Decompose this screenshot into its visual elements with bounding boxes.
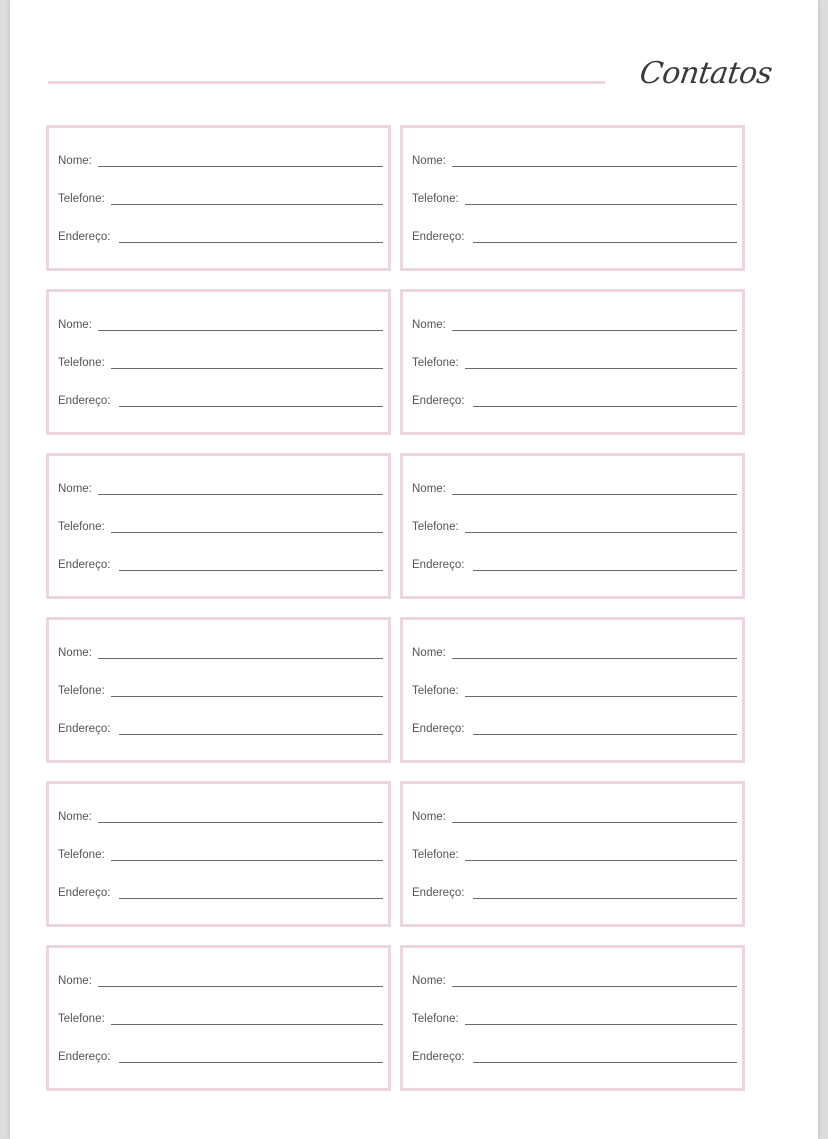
phone-field-writing-line[interactable] <box>465 368 737 369</box>
address-field-writing-line[interactable] <box>473 406 737 407</box>
address-field-writing-line[interactable] <box>119 734 383 735</box>
contact-card <box>400 453 745 599</box>
name-field-label: Nome: <box>412 647 446 659</box>
name-field-writing-line[interactable] <box>452 658 737 659</box>
phone-field[interactable] <box>58 518 383 534</box>
phone-field-label: Telefone: <box>58 521 105 533</box>
name-field[interactable] <box>58 644 383 660</box>
phone-field[interactable] <box>58 354 383 370</box>
contact-card <box>46 289 391 435</box>
name-field[interactable] <box>412 808 737 824</box>
name-field[interactable] <box>412 316 737 332</box>
address-field[interactable] <box>58 884 383 900</box>
phone-field[interactable] <box>412 682 737 698</box>
phone-field-label: Telefone: <box>412 1013 459 1025</box>
name-field[interactable] <box>58 316 383 332</box>
name-field-label: Nome: <box>58 975 92 987</box>
address-field[interactable] <box>58 1048 383 1064</box>
name-field-label: Nome: <box>412 155 446 167</box>
name-field-writing-line[interactable] <box>452 166 737 167</box>
name-field-label: Nome: <box>412 319 446 331</box>
address-field-writing-line[interactable] <box>473 898 737 899</box>
address-field[interactable] <box>412 392 737 408</box>
contact-card <box>46 945 391 1091</box>
address-field-writing-line[interactable] <box>119 1062 383 1063</box>
phone-field-writing-line[interactable] <box>465 532 737 533</box>
phone-field-writing-line[interactable] <box>111 532 383 533</box>
phone-field-label: Telefone: <box>412 521 459 533</box>
address-field[interactable] <box>412 884 737 900</box>
address-field[interactable] <box>412 556 737 572</box>
address-field-label: Endereço: <box>58 887 111 899</box>
name-field[interactable] <box>412 644 737 660</box>
phone-field-label: Telefone: <box>58 357 105 369</box>
name-field[interactable] <box>58 480 383 496</box>
contact-card <box>46 453 391 599</box>
contact-card <box>400 125 745 271</box>
address-field[interactable] <box>412 228 737 244</box>
contact-card <box>46 617 391 763</box>
phone-field-writing-line[interactable] <box>465 860 737 861</box>
phone-field[interactable] <box>412 1010 737 1026</box>
address-field-writing-line[interactable] <box>473 734 737 735</box>
phone-field-writing-line[interactable] <box>465 1024 737 1025</box>
address-field-label: Endereço: <box>412 559 465 571</box>
phone-field[interactable] <box>412 190 737 206</box>
phone-field-label: Telefone: <box>412 849 459 861</box>
phone-field[interactable] <box>412 518 737 534</box>
address-field[interactable] <box>58 392 383 408</box>
phone-field[interactable] <box>412 354 737 370</box>
contact-card <box>400 289 745 435</box>
name-field-writing-line[interactable] <box>452 494 737 495</box>
phone-field[interactable] <box>58 190 383 206</box>
phone-field-writing-line[interactable] <box>111 204 383 205</box>
name-field-writing-line[interactable] <box>98 986 383 987</box>
name-field-writing-line[interactable] <box>98 494 383 495</box>
address-field-label: Endereço: <box>412 887 465 899</box>
address-field-label: Endereço: <box>412 1051 465 1063</box>
header-divider <box>48 81 605 84</box>
name-field-writing-line[interactable] <box>98 166 383 167</box>
contact-card <box>46 781 391 927</box>
address-field-label: Endereço: <box>412 395 465 407</box>
phone-field-label: Telefone: <box>412 193 459 205</box>
name-field[interactable] <box>58 152 383 168</box>
address-field-label: Endereço: <box>58 1051 111 1063</box>
address-field[interactable] <box>412 1048 737 1064</box>
name-field-label: Nome: <box>58 811 92 823</box>
phone-field[interactable] <box>58 682 383 698</box>
phone-field[interactable] <box>58 1010 383 1026</box>
name-field-writing-line[interactable] <box>98 658 383 659</box>
contact-card <box>46 125 391 271</box>
name-field-label: Nome: <box>58 319 92 331</box>
phone-field-label: Telefone: <box>58 685 105 697</box>
name-field-label: Nome: <box>58 647 92 659</box>
name-field-label: Nome: <box>58 155 92 167</box>
address-field-writing-line[interactable] <box>119 898 383 899</box>
phone-field[interactable] <box>58 846 383 862</box>
name-field[interactable] <box>412 152 737 168</box>
name-field-writing-line[interactable] <box>452 330 737 331</box>
address-field-writing-line[interactable] <box>473 1062 737 1063</box>
phone-field[interactable] <box>412 846 737 862</box>
name-field-label: Nome: <box>412 483 446 495</box>
contacts-page <box>10 0 818 1139</box>
phone-field-label: Telefone: <box>58 849 105 861</box>
name-field-label: Nome: <box>58 483 92 495</box>
name-field[interactable] <box>58 808 383 824</box>
contact-card <box>400 781 745 927</box>
address-field-writing-line[interactable] <box>119 242 383 243</box>
address-field-writing-line[interactable] <box>473 242 737 243</box>
address-field[interactable] <box>412 720 737 736</box>
name-field[interactable] <box>58 972 383 988</box>
address-field[interactable] <box>58 556 383 572</box>
name-field-writing-line[interactable] <box>452 822 737 823</box>
name-field[interactable] <box>412 480 737 496</box>
phone-field-writing-line[interactable] <box>111 368 383 369</box>
address-field-writing-line[interactable] <box>473 570 737 571</box>
address-field-label: Endereço: <box>58 395 111 407</box>
address-field[interactable] <box>58 228 383 244</box>
address-field-writing-line[interactable] <box>119 406 383 407</box>
name-field-writing-line[interactable] <box>452 986 737 987</box>
phone-field-writing-line[interactable] <box>111 1024 383 1025</box>
phone-field-writing-line[interactable] <box>111 696 383 697</box>
name-field-label: Nome: <box>412 811 446 823</box>
name-field-writing-line[interactable] <box>98 330 383 331</box>
address-field-label: Endereço: <box>58 231 111 243</box>
phone-field-writing-line[interactable] <box>465 204 737 205</box>
address-field[interactable] <box>58 720 383 736</box>
name-field-writing-line[interactable] <box>98 822 383 823</box>
address-field-label: Endereço: <box>412 231 465 243</box>
phone-field-label: Telefone: <box>412 357 459 369</box>
address-field-writing-line[interactable] <box>119 570 383 571</box>
contact-card <box>400 945 745 1091</box>
phone-field-label: Telefone: <box>58 193 105 205</box>
name-field[interactable] <box>412 972 737 988</box>
phone-field-writing-line[interactable] <box>111 860 383 861</box>
address-field-label: Endereço: <box>58 559 111 571</box>
address-field-label: Endereço: <box>412 723 465 735</box>
phone-field-writing-line[interactable] <box>465 696 737 697</box>
name-field-label: Nome: <box>412 975 446 987</box>
phone-field-label: Telefone: <box>412 685 459 697</box>
contact-card <box>400 617 745 763</box>
address-field-label: Endereço: <box>58 723 111 735</box>
phone-field-label: Telefone: <box>58 1013 105 1025</box>
page-title: Contatos <box>637 56 775 91</box>
